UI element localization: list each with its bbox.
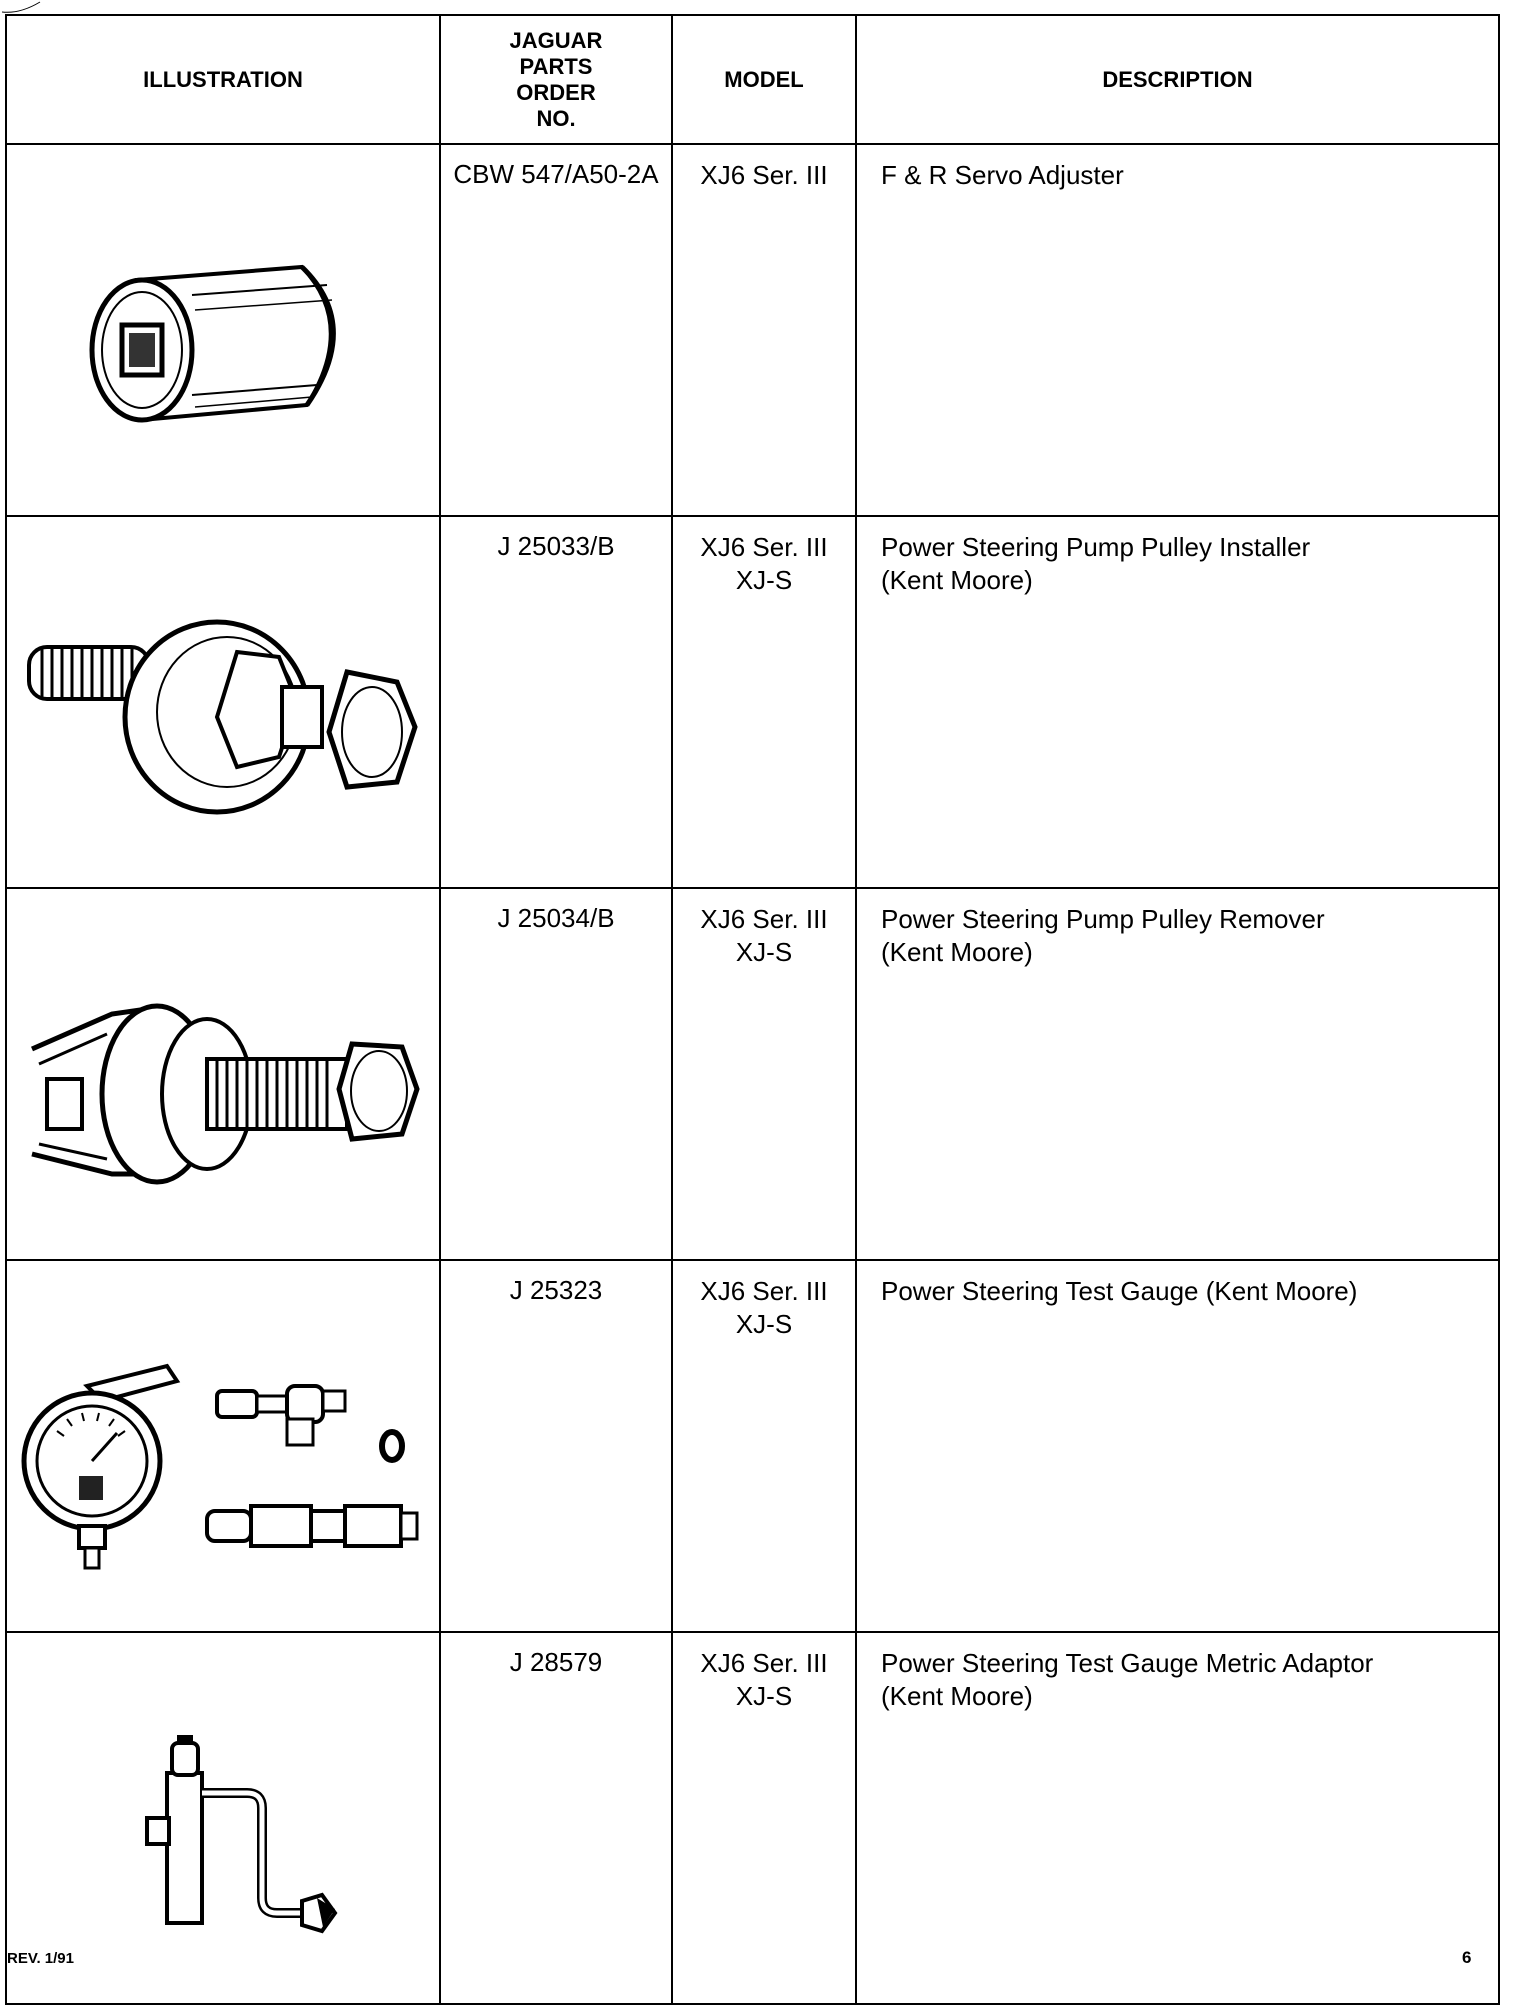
table-row: [6, 1632, 1499, 2004]
part-number: J 25034/B: [440, 888, 672, 1260]
table-row: [6, 516, 1499, 888]
description-cell: [856, 1632, 1499, 2004]
part-number: J 28579: [440, 1632, 672, 2004]
header-row: [6, 15, 1499, 144]
model-line: XJ-S: [735, 1681, 793, 1711]
model-line: XJ-S: [735, 565, 793, 595]
model-line: XJ-S: [735, 1309, 793, 1339]
model-cell: [672, 888, 856, 1260]
test-gauge-kit-icon: [17, 1301, 432, 1591]
description-cell: [856, 888, 1499, 1260]
tools-table: [5, 14, 1500, 2005]
metric-adaptor-fitting-icon: [17, 1673, 432, 1963]
illustration-cell: [6, 1260, 440, 1632]
header-parts-line: NO.: [536, 105, 576, 131]
model-line: XJ6 Ser. III: [700, 1648, 828, 1678]
description-cell: [856, 1260, 1499, 1632]
model-cell: [672, 144, 856, 516]
model-cell: [672, 516, 856, 888]
description-line: (Kent Moore): [881, 1681, 1033, 1711]
illustration-cell: [6, 516, 440, 888]
illustration-cell: [6, 888, 440, 1260]
part-number: CBW 547/A50-2A: [440, 144, 672, 516]
description-line: Power Steering Pump Pulley Installer: [881, 532, 1311, 562]
model-line: XJ6 Ser. III: [700, 904, 828, 934]
model-cell: [672, 1632, 856, 2004]
part-number: J 25033/B: [440, 516, 672, 888]
corner-mark-icon: [0, 0, 60, 14]
description-line: (Kent Moore): [881, 937, 1033, 967]
pulley-remover-tool-icon: [17, 929, 432, 1219]
table-row: [6, 888, 1499, 1260]
description-line: Power Steering Pump Pulley Remover: [881, 904, 1325, 934]
model-line: XJ6 Ser. III: [700, 160, 828, 190]
header-illustration: ILLUSTRATION: [6, 15, 440, 144]
header-parts-order-no: [440, 15, 672, 144]
page-number: 6: [1462, 1948, 1472, 1967]
header-description: DESCRIPTION: [856, 15, 1499, 144]
description-line: Power Steering Test Gauge Metric Adaptor: [881, 1648, 1374, 1678]
model-cell: [672, 1260, 856, 1632]
revision-label: REV. 1/91: [7, 1950, 74, 1967]
part-number: J 25323: [440, 1260, 672, 1632]
table-row: [6, 144, 1499, 516]
description-cell: [856, 516, 1499, 888]
model-line: XJ-S: [735, 937, 793, 967]
pulley-installer-tool-icon: [17, 557, 432, 847]
header-model: MODEL: [672, 15, 856, 144]
table-row: [6, 1260, 1499, 1632]
description-line: F & R Servo Adjuster: [881, 160, 1124, 190]
illustration-cell: [6, 144, 440, 516]
header-parts-line: PARTS: [519, 53, 593, 79]
illustration-cell: [6, 1632, 440, 2004]
servo-adjuster-socket-icon: [17, 185, 432, 475]
description-line: (Kent Moore): [881, 565, 1033, 595]
header-parts-line: ORDER: [516, 79, 596, 105]
header-parts-line: JAGUAR: [509, 27, 603, 53]
description-line: Power Steering Test Gauge (Kent Moore): [881, 1276, 1358, 1306]
model-line: XJ6 Ser. III: [700, 1276, 828, 1306]
model-line: XJ6 Ser. III: [700, 532, 828, 562]
description-cell: [856, 144, 1499, 516]
